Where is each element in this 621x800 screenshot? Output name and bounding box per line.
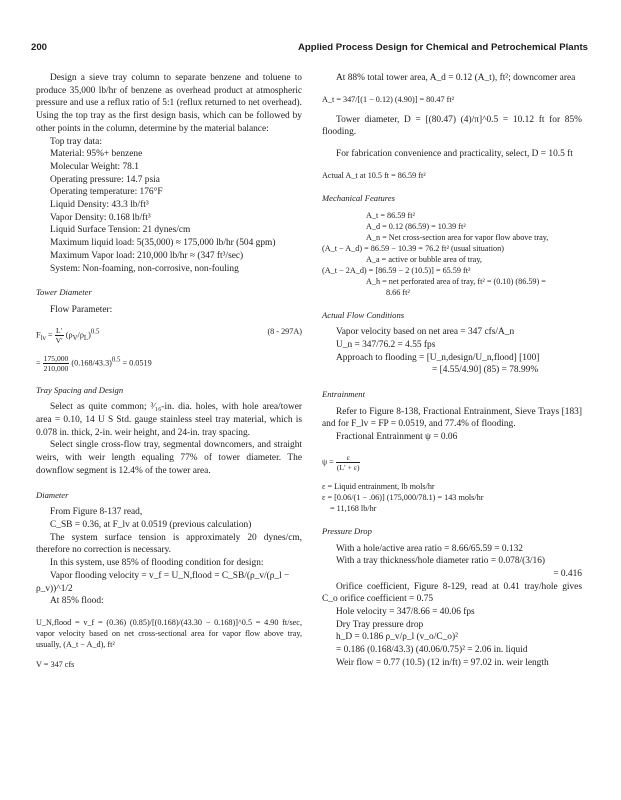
tray-spacing-paragraph: Select single cross-flow tray, segmental downcomers, and straight weirs, with weir length equaling 77% of tower diameter. The downflow segment is 12.4% of the tower area. [36, 440, 302, 476]
flood-velocity-calculation: U_N,flood = v_f = (0.36) (0.85)/[(0.168)/(43.30 − 0.168)]^0.5 = 4.90 ft/sec, vapor velocity based on net cross-sectional area for vapor flow above tray, usually, (A_t − A_d), ft² [36, 617, 302, 649]
entrainment-line: ε = [0.06/(1 − .06)] (175,000/78.1) = 143 mols/hr [322, 492, 484, 502]
tray-spacing-paragraph: Select as quite common; ³⁄₁₆-in. dia. holes, with hole area/tower area = 0.10, 14 U S Std. gauge stainless steel tray material, which is 0.078 in. thick, 2-in. weir height, and 24-in. tray spacing. [36, 402, 302, 438]
diameter-heading: Diameter [36, 489, 69, 500]
flow-parameter-label: Flow Parameter: [50, 304, 113, 315]
actual-area-line: Actual A_t at 10.5 ft = 86.59 ft² [322, 170, 426, 180]
tray-data-line: System: Non-foaming, non-corrosive, non-fouling [50, 263, 239, 274]
flv-close: ) [88, 330, 91, 340]
psi-equation [322, 453, 582, 472]
diameter-paragraph: The system surface tension is approximately 20 dynes/cm, therefore no correction is necessary. [36, 532, 302, 556]
tower-diameter-paragraph: Tower diameter, D = [(80.47) (4)/π]^0.5 = 10.12 ft for 85% flooding. [322, 114, 582, 138]
tray-data-line: Maximum Vapor load: 210,000 lb/hr ≈ (347 ft³/sec) [50, 250, 244, 261]
psi-fraction [336, 453, 361, 472]
fabrication-paragraph: For fabrication convenience and practicality, select, D = 10.5 ft [336, 149, 573, 160]
flow-line: Vapor velocity based on net area = 347 cfs/A_n [336, 327, 515, 338]
flv-rest: (ρ [65, 330, 73, 340]
intro-paragraph: Design a sieve tray column to separate benzene and toluene to produce 35,000 lb/hr of benzene as overhead product at atmospheric pressure and use a reflux ratio of 5:1 (reflux returned to net overhead). Using the top tray as the first design basis, which can be followed by other points in the column, determine by the material balance: [36, 73, 302, 134]
calc-result: = 0.0519 [120, 358, 152, 368]
mechanical-features-list [322, 210, 582, 298]
tower-diameter-heading: Tower Diameter [36, 287, 92, 298]
tray-spacing-heading: Tray Spacing and Design [36, 384, 124, 395]
tray-data-line: Vapor Density: 0.168 lb/ft³ [50, 212, 151, 223]
mechanical-features-heading: Mechanical Features [322, 192, 395, 203]
pressure-line: Orifice coefficient, Figure 8-129, read at 0.41 tray/hole gives C_o orifice coefficient = 0.75 [322, 581, 582, 605]
flv-sub-v: V [72, 334, 78, 342]
tray-data-line: Liquid Density: 43.3 lb/ft³ [50, 200, 149, 211]
mechanical-line: 8.66 ft² [386, 287, 410, 297]
flow-line: U_n = 347/76.2 = 4.55 fps [336, 339, 436, 350]
diameter-paragraph: In this system, use 85% of flooding condition for design: [50, 558, 264, 569]
flv-lhs: F [36, 330, 41, 340]
mechanical-line: A_h = net perforated area of tray, ft² = (0.10) (86.59) = [366, 276, 546, 286]
flv-denominator: V′ [55, 335, 63, 345]
flow-parameter-equation [36, 326, 302, 345]
psi-denominator: (L′ + ε) [336, 462, 360, 472]
psi-lhs: ψ = [322, 457, 336, 467]
tray-data-line: Liquid Surface Tension: 21 dynes/cm [50, 225, 191, 236]
page-number: 200 [31, 42, 48, 53]
actual-flow-heading: Actual Flow Conditions [322, 309, 405, 320]
flv-exponent: 0.5 [90, 328, 100, 336]
tray-data-list [36, 136, 302, 276]
mechanical-line: A_n = Net cross-section area for vapor flow above tray, [366, 232, 549, 242]
downcomer-area-paragraph: At 88% total tower area, A_d = 0.12 (A_t), ft²; downcomer area [336, 73, 576, 83]
equation-number: (8 - 297A) [267, 326, 302, 336]
flv-sub-l: L [83, 334, 89, 342]
left-column [36, 72, 302, 670]
flv-fraction [55, 326, 64, 345]
flow-line: Approach to flooding = [U_n,design/U_n,flood] [100] [336, 352, 540, 363]
right-column [322, 72, 582, 670]
tray-data-line: Molecular Weight: 78.1 [50, 161, 139, 172]
pressure-line: Weir flow = 0.77 (10.5) (12 in/ft) = 97.02 in. weir length [336, 657, 549, 668]
pressure-line: Hole velocity = 347/8.66 = 40.06 fps [336, 607, 475, 618]
pressure-line: = 0.186 (0.168/43.3) (40.06/0.75)² = 2.06 in. liquid [336, 645, 528, 656]
mechanical-line: A_a = active or bubble area of tray, [366, 254, 482, 264]
calc-exponent: 0.5 [111, 356, 121, 364]
psi-numerator: ε [336, 453, 361, 463]
tower-area-calculation: A_t = 347/[(1 − 0.12) (4.90)] = 80.47 ft² [322, 94, 455, 104]
entrainment-line: ε = Liquid entrainment, lb mols/hr [322, 481, 435, 491]
diameter-paragraph: At 85% flood: [50, 596, 104, 607]
mechanical-line: (A_t − A_d) = 86.59 − 10.39 = 76.2 ft² (usual situation) [322, 243, 504, 253]
pressure-line: Dry Tray pressure drop [336, 619, 424, 630]
diameter-paragraph: Vapor flooding velocity = v_f = U_N,flood = C_SB/(ρ_v/(ρ_l − ρ_v))^1/2 [36, 570, 290, 594]
pressure-line: With a tray thickness/hole diameter ratio = 0.078/(3/16) [336, 556, 546, 567]
pressure-line: h_D = 0.186 ρ_v/ρ_l (v_o/C_o)² [336, 632, 458, 643]
calc-prefix: = [36, 358, 43, 368]
entrainment-definitions [322, 481, 582, 514]
tray-data-line: Operating pressure: 14.7 psia [50, 174, 160, 185]
tray-data-line: Material: 95%+ benzene [50, 149, 143, 160]
calc-rest: (0.168/43.3) [69, 358, 112, 368]
pressure-drop-list [322, 543, 582, 670]
mechanical-line: (A_t − 2A_d) = [86.59 − 2 (10.5)] = 65.59 ft² [322, 265, 471, 275]
flv-numerator: L′ [56, 325, 63, 335]
pressure-line: With a hole/active area ratio = 8.66/65.59 = 0.132 [336, 543, 523, 554]
tray-data-line: Operating temperature: 176°F [50, 187, 163, 198]
calc-numerator: 175,000 [43, 353, 69, 363]
vapor-flow-value: V = 347 cfs [36, 659, 75, 669]
flow-line: = [4.55/4.90] (85) = 78.99% [432, 365, 539, 376]
flow-conditions-list [322, 326, 582, 377]
diameter-paragraph: From Figure 8-137 read, [50, 507, 143, 518]
flv-lhs-sub: lv [40, 334, 46, 342]
running-title: Applied Process Design for Chemical and Petrochemical Plants [297, 42, 588, 53]
mechanical-line: A_d = 0.12 (86.59) = 10.39 ft² [366, 221, 466, 231]
diameter-paragraph: C_SB = 0.36, at F_lv at 0.0519 (previous calculation) [50, 519, 252, 530]
entrainment-paragraph: Refer to Figure 8-138, Fractional Entrainment, Sieve Trays [183] and for F_lv = FP = 0.0519, and 77.4% of flooding. [322, 406, 582, 430]
entrainment-paragraph: Fractional Entrainment ψ = 0.06 [336, 432, 458, 443]
mechanical-line: A_t = 86.59 ft² [366, 210, 415, 220]
calc-denominator: 210,000 [43, 363, 69, 373]
tray-data-line: Top tray data: [50, 136, 102, 147]
calc-fraction [43, 354, 70, 373]
pressure-line: = 0.416 [553, 568, 582, 579]
pressure-drop-heading: Pressure Drop [322, 525, 372, 536]
entrainment-heading: Entrainment [322, 389, 365, 400]
tray-data-line: Maximum liquid load: 5(35,000) ≈ 175,000 lb/hr (504 gpm) [50, 238, 276, 249]
entrainment-line: = 11,168 lb/hr [330, 503, 377, 513]
flv-equals: = [45, 330, 55, 340]
page-header [31, 42, 588, 56]
flv-slash: /ρ [77, 330, 84, 340]
flow-parameter-calculation [36, 354, 302, 373]
